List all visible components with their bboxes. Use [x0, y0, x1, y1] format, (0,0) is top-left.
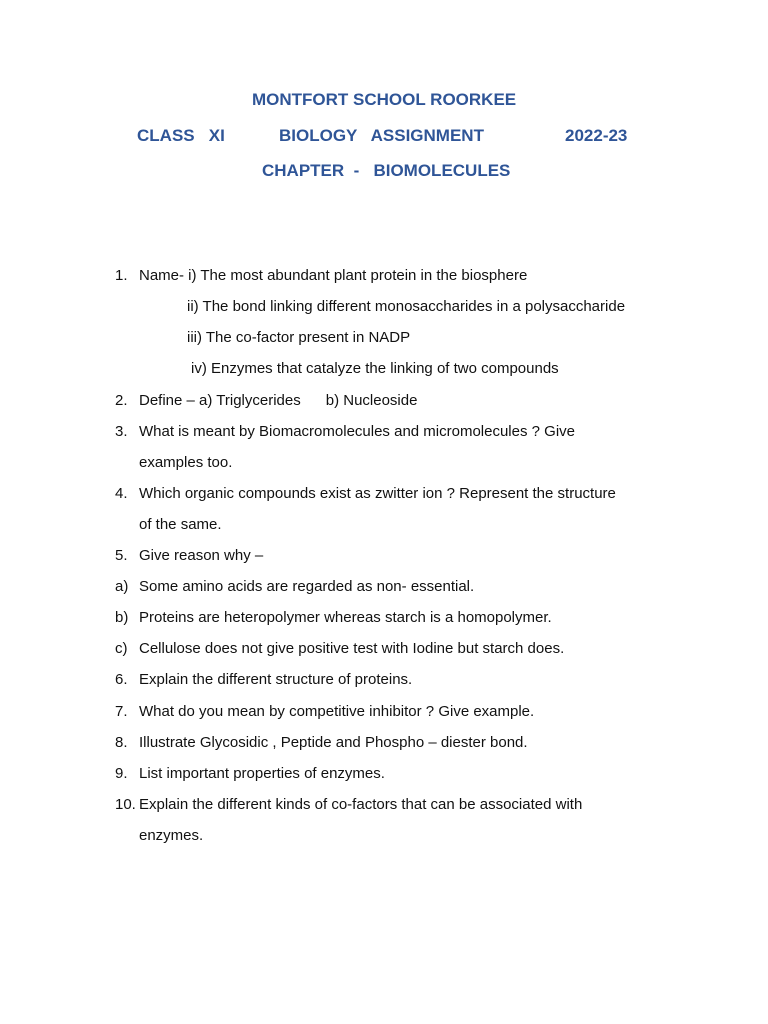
question-number: 6.: [115, 671, 128, 688]
question-text: Illustrate Glycosidic , Peptide and Phospho – diester bond.: [139, 734, 528, 751]
question-number: 5.: [115, 547, 128, 564]
question-text: What is meant by Biomacromolecules and micromolecules ? Give: [139, 423, 576, 440]
question-number: 2.: [115, 392, 128, 409]
question-number: 10.: [115, 796, 136, 813]
question-number: 7.: [115, 703, 128, 720]
question-text: ii) The bond linking different monosaccharides in a polysaccharide: [187, 298, 626, 315]
question-text: Define – a) Triglycerides b) Nucleoside: [139, 392, 418, 409]
assignment-title: BIOLOGY ASSIGNMENT: [279, 126, 484, 145]
question-number: 4.: [115, 485, 128, 502]
question-text: examples too.: [139, 454, 233, 471]
question-text: iv) Enzymes that catalyze the linking of two compounds: [191, 360, 559, 377]
question-text: Cellulose does not give positive test with Iodine but starch does.: [139, 640, 565, 657]
question-number: a): [115, 578, 129, 595]
question-text: Give reason why –: [139, 547, 264, 564]
question-text: Proteins are heteropolymer whereas starch is a homopolymer.: [139, 609, 552, 626]
question-text: of the same.: [139, 516, 222, 533]
question-number: c): [115, 640, 128, 657]
class-label: CLASS XI: [137, 126, 225, 145]
chapter-title: CHAPTER - BIOMOLECULES: [262, 161, 511, 180]
question-number: 3.: [115, 423, 128, 440]
question-text: iii) The co-factor present in NADP: [187, 329, 411, 346]
question-text: What do you mean by competitive inhibitor ? Give example.: [139, 703, 535, 720]
question-text: List important properties of enzymes.: [139, 765, 385, 782]
question-text: Which organic compounds exist as zwitter ion ? Represent the structure: [139, 485, 616, 502]
question-text: Name- i) The most abundant plant protein in the biosphere: [139, 267, 528, 284]
question-number: 1.: [115, 267, 128, 284]
school-name: MONTFORT SCHOOL ROORKEE: [252, 90, 517, 109]
question-text: Explain the different structure of proteins.: [139, 671, 413, 688]
session-year: 2022-23: [565, 126, 628, 145]
question-text: Explain the different kinds of co-factors that can be associated with: [139, 796, 583, 813]
question-number: b): [115, 609, 129, 626]
question-text: enzymes.: [139, 827, 204, 844]
question-text: Some amino acids are regarded as non- essential.: [139, 578, 475, 595]
question-number: 9.: [115, 765, 128, 782]
question-number: 8.: [115, 734, 128, 751]
